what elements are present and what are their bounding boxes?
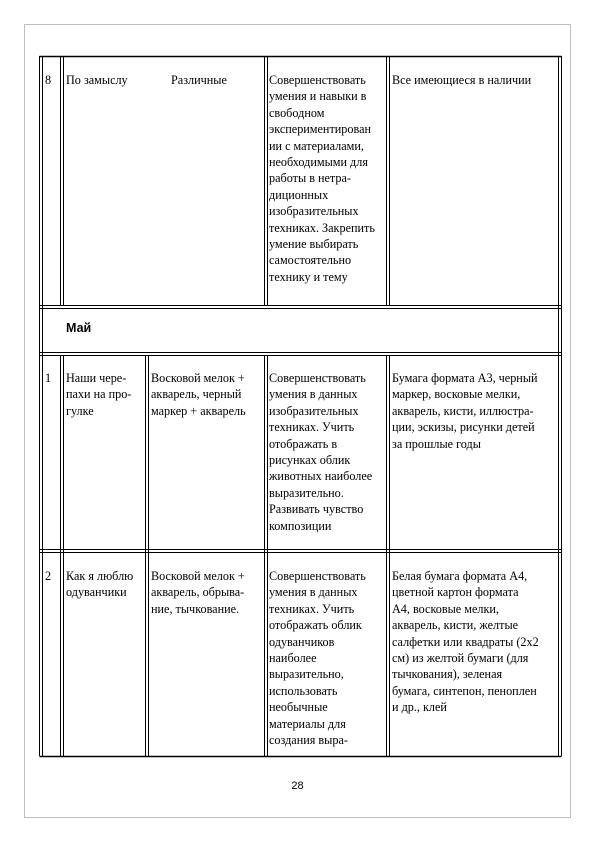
row2-topic: Как я люблю одуванчики: [66, 569, 134, 600]
row2-materials: Белая бумага формата А4, цветной картон формата А4, восковые мелки, акварель, кисти, желтые салфетки или квадраты (2х2 см) из желтой бумаги (для тычкования), зеленая бумага, синтепон, пеноплен и др., клей: [392, 569, 539, 715]
row8-topic: По замыслу: [66, 73, 128, 87]
row2-goals: Совершенствовать умения в данных техниках. Учить отображать облик одуванчиков наиболее выразительно, использовать необычные материалы для создания выра-: [269, 569, 366, 748]
row1-goals: Совершенствовать умения в данных изобразительных техниках. Учить отображать в рисунках облик животных наиболее выразительно. Развивать чувство композиции: [269, 371, 373, 533]
row8-technique: Различные: [171, 73, 227, 87]
row8-goals: Совершенствовать умения и навыки в свободном экспериментирован ии с материалами, необходимыми для работы в нетра- диционных изобразительных техниках. Закрепить умение выбирать самостоятельно технику и тему: [269, 73, 375, 284]
row1-technique: Восковой мелок + акварель, черный маркер + акварель: [151, 371, 246, 418]
row1-topic: Наши чере- пахи на про- гулке: [66, 371, 132, 418]
row2-number: 2: [45, 569, 52, 583]
page-number: 28: [291, 780, 304, 792]
row1-materials: Бумага формата А3, черный маркер, восковые мелки, акварель, кисти, иллюстра- ции, эскизы, рисунки детей за прошлые годы: [392, 371, 538, 451]
row1-number: 1: [45, 371, 52, 385]
row8-materials: Все имеющиеся в наличии: [392, 73, 532, 87]
row8-number: 8: [45, 73, 52, 87]
month-heading: Май: [66, 321, 92, 335]
row2-technique: Восковой мелок + акварель, обрыва- ние, тычкование.: [151, 569, 245, 616]
